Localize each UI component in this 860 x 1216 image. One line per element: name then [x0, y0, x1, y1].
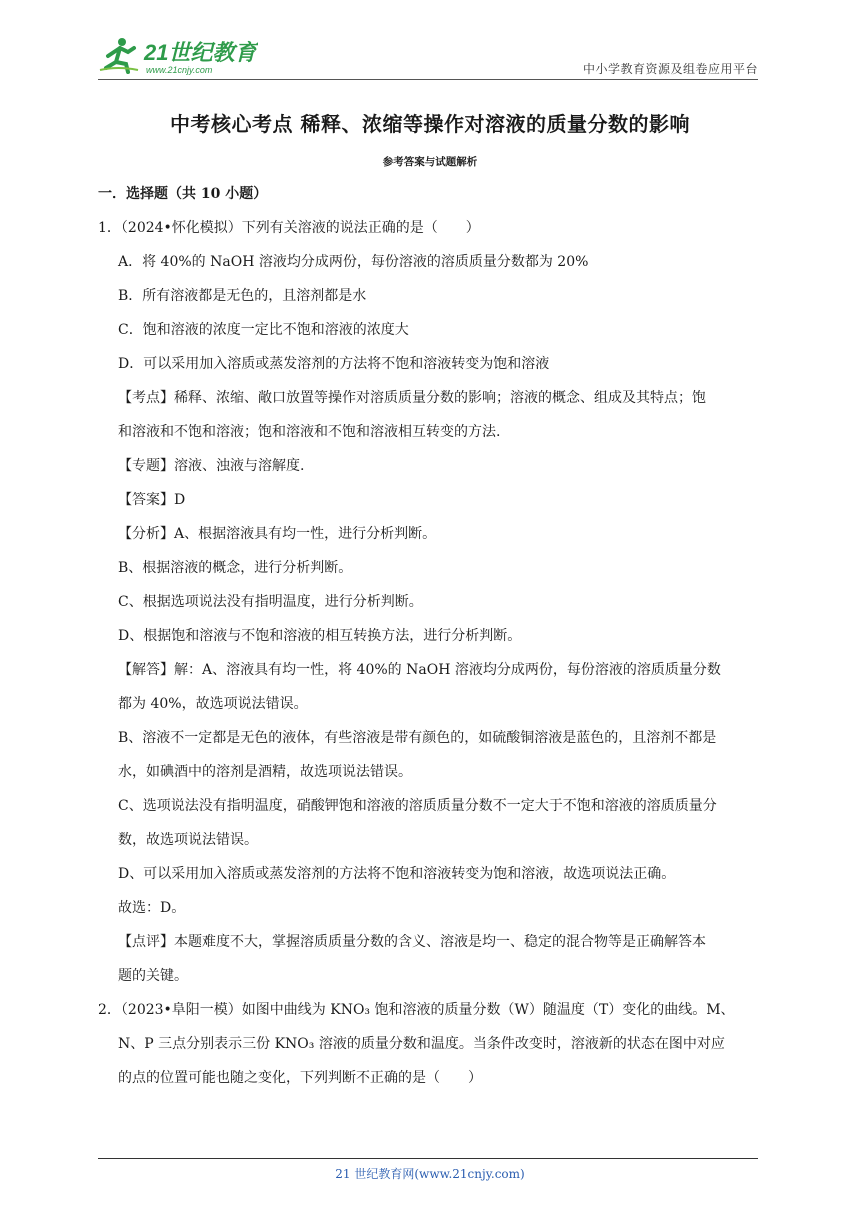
q1-kaodian-line1: 【考点】稀释、浓缩、敞口放置等操作对溶质质量分数的影响；溶液的概念、组成及其特点；饱 — [118, 390, 706, 406]
q2-stem-line3: 的点的位置可能也随之变化，下列判断不正确的是（ ） — [118, 1070, 482, 1086]
site-logo[interactable] — [98, 36, 258, 76]
q1-jieda-line1: 【解答】解：A、溶液具有均一性，将 40%的 NaOH 溶液均分成两份，每份溶液的溶质质量分数 — [118, 662, 721, 678]
page-subtitle: 参考答案与试题解析 — [382, 156, 478, 168]
q1-option-c: C．饱和溶液的浓度一定比不饱和溶液的浓度大 — [118, 322, 409, 338]
q1-jieda-line8: 故选：D。 — [118, 900, 186, 916]
q1-option-a: A．将 40%的 NaOH 溶液均分成两份，每份溶液的溶质质量分数都为 20% — [118, 254, 589, 270]
page-title: 中考核心考点 稀释、浓缩等操作对溶液的质量分数的影响 — [170, 112, 690, 136]
q1-fenxi-line3: C、根据选项说法没有指明温度，进行分析判断。 — [118, 594, 423, 610]
q1-answer: 【答案】D — [118, 492, 186, 508]
platform-name: 中小学教育资源及组卷应用平台 — [582, 62, 758, 76]
q1-jieda-line2: 都为 40%，故选项说法错误。 — [118, 696, 308, 712]
section-heading: 一．选择题（共 10 小题） — [98, 186, 268, 202]
q1-fenxi-line4: D、根据饱和溶液与不饱和溶液的相互转换方法，进行分析判断。 — [118, 628, 522, 644]
svg-text:www.21cnjy.com: www.21cnjy.com — [146, 65, 213, 75]
q1-jieda-line3: B、溶液不一定都是无色的液体，有些溶液是带有颜色的，如硫酸铜溶液是蓝色的，且溶剂不都是 — [118, 730, 717, 746]
runner-icon — [100, 38, 138, 72]
q2-stem-line1: 2．（2023•阜阳一模）如图中曲线为 KNO₃ 饱和溶液的质量分数（W）随温度（T）变化的曲线。M、 — [98, 1002, 735, 1018]
q1-dianping-line2: 题的关键。 — [118, 968, 188, 984]
page-header — [98, 30, 758, 80]
q2-stem-line2: N、P 三点分别表示三份 KNO₃ 溶液的质量分数和温度。当条件改变时，溶液新的状态在图中对应 — [118, 1036, 725, 1052]
q1-dianping-line1: 【点评】本题难度不大，掌握溶质质量分数的含义、溶液是均一、稳定的混合物等是正确解答本 — [118, 934, 706, 950]
q1-jieda-line5: C、选项说法没有指明温度，硝酸钾饱和溶液的溶质质量分数不一定大于不饱和溶液的溶质质量分 — [118, 798, 717, 814]
q1-jieda-line6: 数，故选项说法错误。 — [118, 832, 258, 848]
q1-option-d: D．可以采用加入溶质或蒸发溶剂的方法将不饱和溶液转变为饱和溶液 — [118, 356, 550, 372]
q1-stem: 1．（2024•怀化模拟）下列有关溶液的说法正确的是（ ） — [98, 220, 480, 236]
svg-text:21世纪教育: 21世纪教育 — [144, 40, 257, 65]
footer-divider — [98, 1158, 758, 1159]
q1-kaodian-line2: 和溶液和不饱和溶液；饱和溶液和不饱和溶液相互转变的方法. — [118, 424, 501, 440]
footer-link[interactable]: 21 世纪教育网(www.21cnjy.com) — [335, 1167, 525, 1181]
q1-zhuanti: 【专题】溶液、浊液与溶解度. — [118, 458, 305, 474]
q1-jieda-line7: D、可以采用加入溶质或蒸发溶剂的方法将不饱和溶液转变为饱和溶液，故选项说法正确。 — [118, 866, 676, 882]
q1-fenxi-line1: 【分析】A、根据溶液具有均一性，进行分析判断。 — [118, 526, 437, 542]
q1-option-b: B．所有溶液都是无色的，且溶剂都是水 — [118, 288, 367, 304]
header-divider — [98, 79, 758, 80]
q1-fenxi-line2: B、根据溶液的概念，进行分析判断。 — [118, 560, 353, 576]
q1-jieda-line4: 水，如碘酒中的溶剂是酒精，故选项说法错误。 — [118, 764, 412, 780]
